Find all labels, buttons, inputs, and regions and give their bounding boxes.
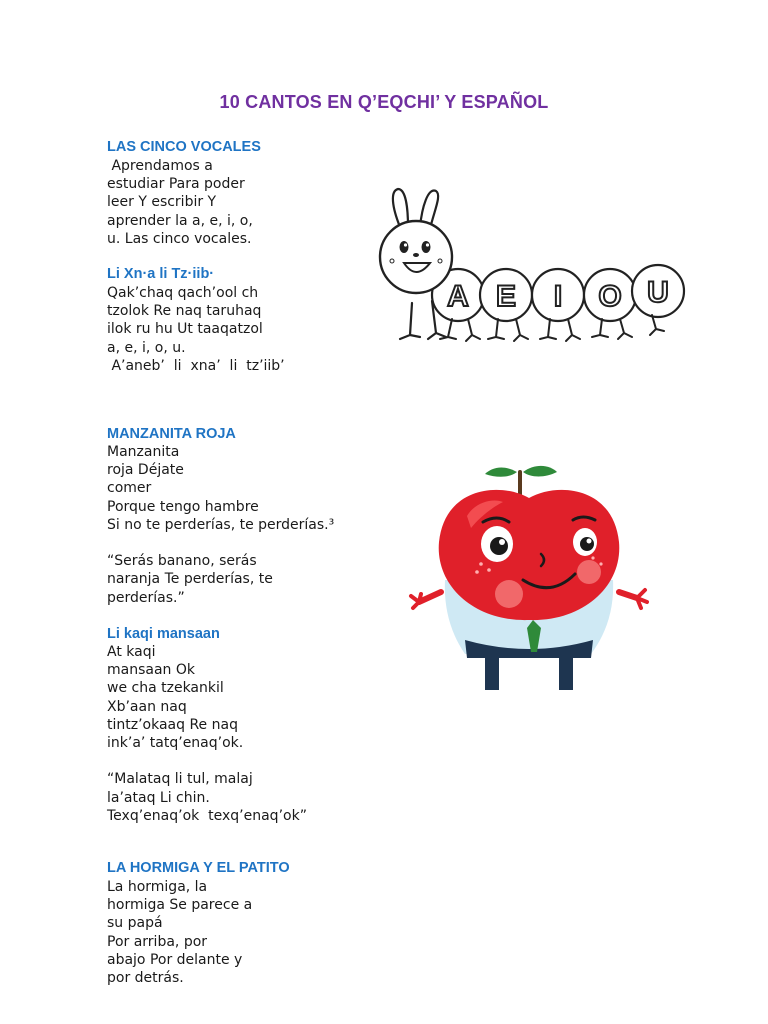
vowel-letter-e: E — [495, 280, 517, 313]
song-lyrics-la-hormiga-y-el-patito: La hormiga, la hormiga Se parece a su papá Por arriba, por abajo Por delante y por detrás. — [107, 879, 253, 987]
song-title-li-kaqi-mansaan: Li kaqi mansaan — [107, 626, 220, 642]
song-lyrics-manzanita-roja: Manzanita roja Déjate comer Porque tengo hambre Si no te perderías, te perderías.³ “Serás banano, serás naranja Te perderías, te perderías.” — [107, 444, 335, 606]
vowel-letter-o: O — [598, 280, 622, 313]
song-title-li-xna-li-tziib: Li Xn·a li Tz·iib· — [107, 266, 215, 282]
vowel-letter-a: A — [447, 280, 469, 313]
apple-character-illustration — [405, 462, 655, 694]
song-lyrics-li-xna-li-tziib: Qak’chaq qach’ool ch tzolok Re naq taruhaq ilok ru hu Ut taaqatzol a, e, i, o, u. A’aneb’ li xna’ li tz’iib’ — [107, 285, 285, 374]
vowel-letter-u: U — [647, 276, 669, 309]
song-title-la-hormiga-y-el-patito: LA HORMIGA Y EL PATITO — [107, 860, 290, 876]
page-title: 10 CANTOS EN Q’EQCHI’ Y ESPAÑOL — [219, 92, 549, 112]
song-lyrics-las-cinco-vocales: Aprendamos a estudiar Para poder leer Y escribir Y aprender la a, e, i, o, u. Las cinco vocales. — [107, 158, 253, 247]
song-title-las-cinco-vocales: LAS CINCO VOCALES — [107, 139, 261, 155]
vowel-letter-i: I — [553, 280, 563, 313]
caterpillar-vowels-illustration — [372, 185, 690, 353]
song-lyrics-li-kaqi-mansaan: At kaqi mansaan Ok we cha tzekankil Xb’aan naq tintz’okaaq Re naq ink’a’ tatq’enaq’ok. “Malataq li tul, malaj la’ataq Li chin. Texq’enaq’ok texq’enaq’ok” — [107, 644, 307, 824]
song-title-manzanita-roja: MANZANITA ROJA — [107, 426, 236, 442]
